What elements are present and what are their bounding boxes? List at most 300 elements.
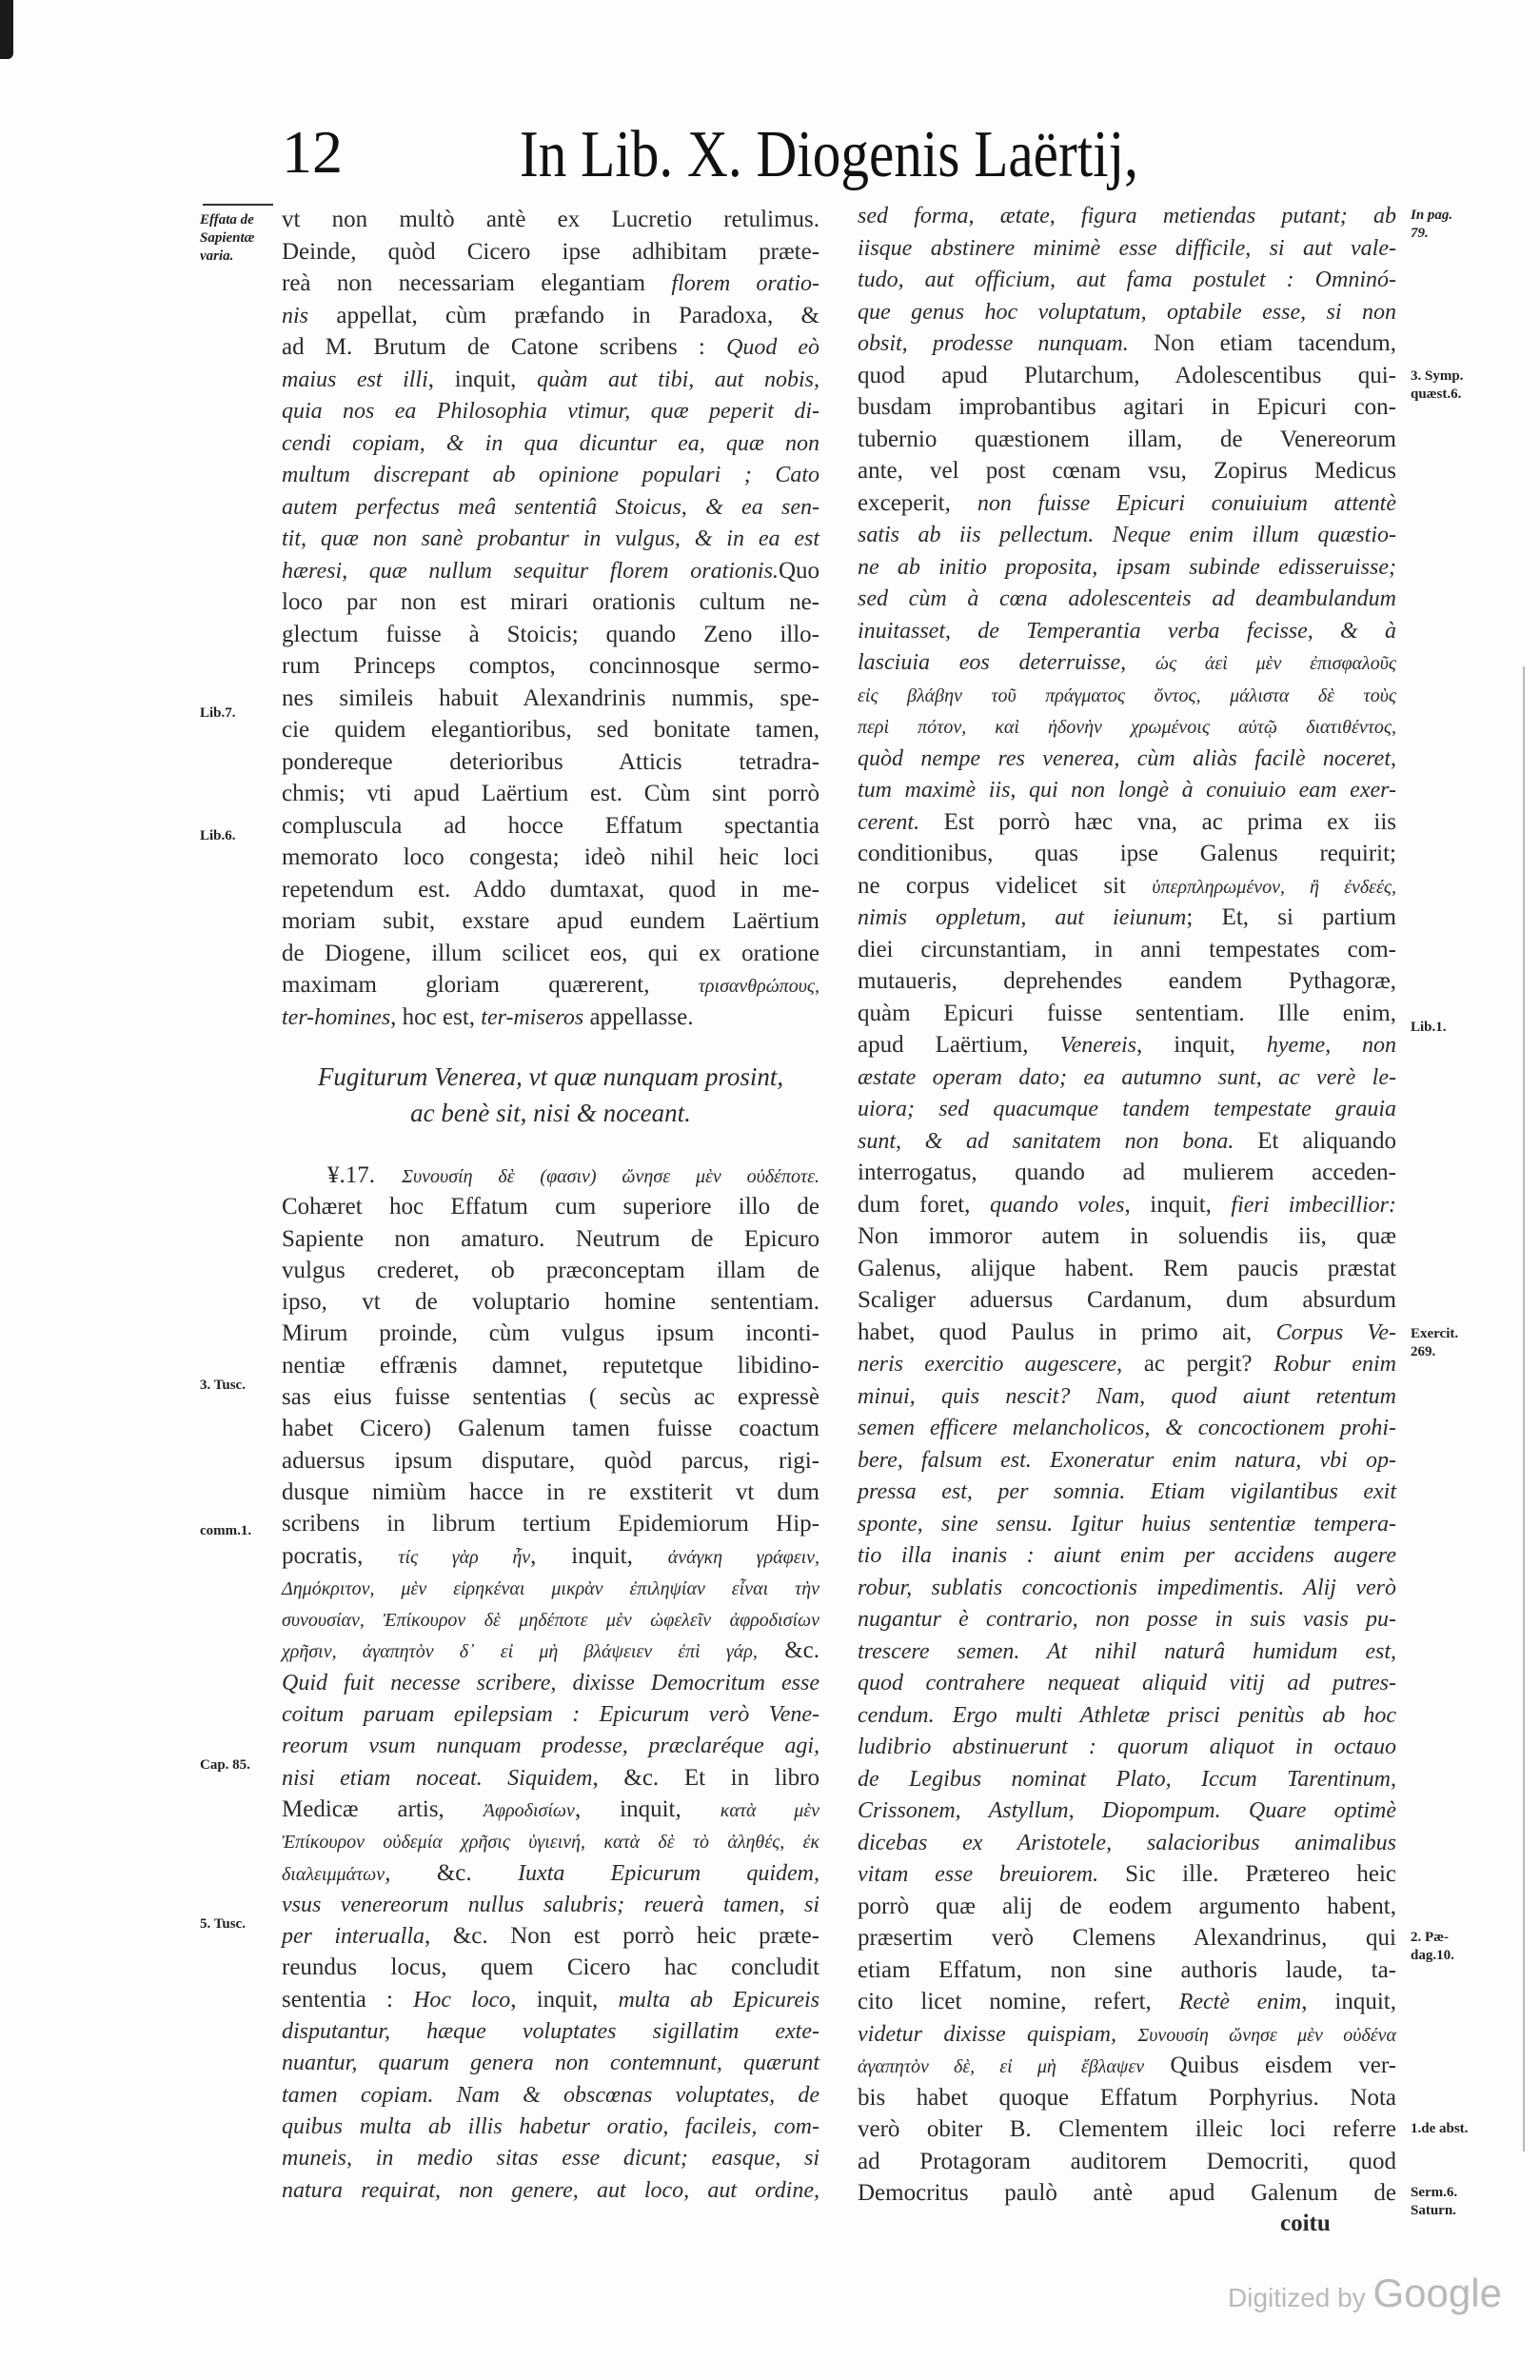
greek-text: χρῆσιν, ἀγαπητὸν δ᾽ εἰ μὴ βλάψειεν ἐπὶ γάρ, — [282, 1641, 758, 1663]
italic-text: coitum paruam epilepsiam : Epicurum verò Vene- — [282, 1702, 819, 1728]
margin-rule — [203, 204, 273, 206]
text-line — [282, 1445, 819, 1477]
text-line — [282, 1286, 819, 1318]
roman-text: compluscula ad hocce Effatum spectantia — [282, 812, 819, 839]
roman-text: Democritus paulò antè apud Galenum de — [858, 2180, 1396, 2206]
text-line — [858, 1253, 1396, 1285]
italic-text: tum maximè iis, qui non longè à conuiuio eam exer- — [858, 778, 1396, 803]
roman-text: appellasse. — [583, 1003, 694, 1030]
italic-text: nimis oppletum, aut ieiunum — [858, 905, 1187, 930]
italic-text: que genus hoc voluptatum, optabile esse, si non — [858, 299, 1396, 325]
text-line — [282, 810, 819, 843]
italic-text: natura requirat, non genere, aut loco, aut ordine, — [282, 2177, 819, 2203]
italic-text: disputantur, hæque voluptates sigillatim exte- — [282, 2019, 819, 2045]
margin-note-line: Lib.6. — [200, 828, 236, 843]
roman-text: Est porrò hæc vna, ac prima ex iis — [919, 808, 1396, 835]
roman-text: cie quidem elegantioribus, sed bonitate tamen, — [282, 717, 819, 743]
roman-text: vulgus crederet, ob præconceptam illam de — [282, 1257, 819, 1283]
margin-note — [200, 1377, 246, 1395]
roman-text: aduersus ipsum disputare, quòd parcus, rigi- — [282, 1447, 819, 1474]
text-line — [858, 806, 1396, 839]
italic-text: pressa est, per somnia. Etiam vigilantibus exit — [858, 1479, 1396, 1504]
text-line — [282, 268, 819, 300]
greek-text: διαλειμμάτων — [282, 1863, 385, 1885]
italic-text: fieri imbecillior: — [1231, 1192, 1396, 1218]
roman-text: maximam gloriam quærerent, — [282, 972, 699, 998]
margin-note-line: Effata de — [200, 212, 254, 228]
roman-text: , ac pergit? — [1116, 1351, 1274, 1377]
text-line — [282, 1572, 819, 1603]
italic-text: sunt, & ad sanitatem non bona. — [858, 1128, 1234, 1154]
text-line — [858, 679, 1396, 711]
text-line — [282, 1477, 819, 1508]
margin-note-line: 269. — [1411, 1344, 1436, 1359]
italic-text: florem oratio- — [671, 271, 820, 296]
text-line — [282, 331, 819, 364]
text-line — [858, 934, 1396, 966]
roman-text: cito licet nomine, refert, — [858, 1989, 1179, 2014]
margin-note — [1411, 207, 1452, 243]
roman-text: Mirum proinde, cùm vulgus ipsum inconti- — [282, 1320, 819, 1347]
italic-text: hæresi, quæ nullum sequitur florem orationis. — [282, 558, 779, 584]
text-line — [282, 1825, 819, 1856]
italic-text: obsit, prodesse nunquam. — [858, 331, 1129, 356]
italic-text: multa ab Epicureis — [618, 1987, 819, 2013]
greek-text: συνουσίαν, Ἐπίκουρον δὲ μηδέποτε μὲν ὠφελεῖν ἀφροδισίων — [282, 1610, 819, 1632]
text-line — [858, 1125, 1396, 1158]
text-line — [282, 874, 819, 906]
roman-text: porrò quæ alij de eodem argumento habent, — [858, 1893, 1396, 1919]
text-line — [282, 1762, 819, 1794]
italic-text: uiora; sed quacumque tandem tempestate grauia — [858, 1097, 1396, 1121]
margin-note-line: quæst.6. — [1411, 387, 1462, 402]
italic-text: autem perfectus meâ sententiâ Stoicus, & ea sen- — [282, 494, 819, 520]
text-line — [282, 1255, 819, 1286]
text-line — [282, 1730, 819, 1761]
roman-text: , inquit, — [510, 1986, 619, 2013]
italic-text: trescere semen. At nihil naturâ humidum est, — [858, 1638, 1396, 1664]
roman-text: quod apud Plutarchum, Adolescentibus qui- — [858, 362, 1396, 388]
italic-text: dicebas ex Aristotele, salacioribus animalibus — [858, 1830, 1396, 1855]
text-line — [858, 1572, 1396, 1604]
margin-note — [1411, 2120, 1468, 2138]
text-line — [282, 1857, 819, 1889]
greek-text: Δημόκριτον, μὲν εἰρηκέναι μικρὰν ἐπιληψίαν εἶναι τὴν — [282, 1577, 819, 1599]
italic-text: satis ab iis pellectum. Neque enim illum quæstio- — [858, 523, 1396, 547]
roman-text: reà non necessariam elegantiam — [282, 270, 672, 296]
text-line — [858, 1348, 1396, 1380]
italic-text: quibus multa ab illis habetur oratio, facileis, com- — [282, 2113, 819, 2139]
margin-note-line: 3. Tusc. — [200, 1378, 246, 1393]
roman-text: dusque nimiùm hacce in re exstiterit vt dum — [282, 1478, 819, 1505]
margin-note — [200, 211, 255, 266]
greek-text: ἀγαπητὸν δὲ, εἰ μὴ ἔβλαψεν — [858, 2056, 1145, 2077]
italic-text: multum discrepant ab opinione populari ; Cato — [282, 463, 819, 487]
text-line — [282, 619, 819, 651]
roman-text: Medicæ artis, — [282, 1795, 484, 1822]
text-line — [282, 778, 819, 810]
roman-text: loco par non est mirari orationis cultum ne- — [282, 589, 819, 615]
text-line — [858, 1093, 1396, 1125]
text-line — [282, 2174, 819, 2206]
italic-text: Corpus Ve- — [1275, 1319, 1396, 1345]
text-line — [858, 774, 1396, 806]
right-column — [858, 200, 1396, 2210]
text-line — [858, 646, 1396, 679]
roman-text: habet Cicero) Galenum tamen fuisse coactum — [282, 1416, 819, 1442]
margin-note — [200, 1756, 250, 1775]
left-column-part-2 — [282, 1160, 819, 2206]
roman-text: appellat, cùm præfando in Paradoxa, & — [308, 302, 819, 328]
text-line — [282, 1381, 819, 1413]
italic-text: ter-homines — [282, 1004, 391, 1030]
text-line — [282, 2047, 819, 2078]
italic-text: per interualla — [282, 1924, 424, 1950]
text-line — [282, 1952, 819, 1983]
margin-note-line: dag.10. — [1411, 1948, 1454, 1963]
roman-text: nes simileis habuit Alexandrinis nummis, spe- — [282, 684, 819, 711]
italic-text: tudo, aut officium, aut fama postulet : Omninó- — [858, 268, 1396, 292]
roman-text: de Diogene, illum scilicet eos, qui ex oratione — [282, 940, 819, 966]
roman-text: &c. — [757, 1637, 820, 1664]
roman-text: exceperit, — [858, 489, 977, 516]
greek-text: Ἀφροδισίων — [483, 1799, 575, 1821]
text-line — [282, 586, 819, 619]
italic-text: vsus venereorum nullus salubris; reuerà tamen, si — [282, 1892, 819, 1917]
margin-note-line: 2. Pæ- — [1411, 1930, 1449, 1945]
italic-text: cendi copiam, & in qua dicuntur ea, quæ non — [282, 430, 819, 456]
roman-text: conditionibus, quas ipse Galenus requirit; — [858, 841, 1396, 866]
italic-text: non fuisse Epicuri conuiuium attentè — [977, 490, 1396, 516]
text-line — [858, 2177, 1396, 2210]
roman-text: , inquit, — [574, 1795, 721, 1822]
text-line — [858, 232, 1396, 265]
text-line — [282, 1540, 819, 1572]
italic-text: quando voles — [989, 1192, 1125, 1218]
text-line — [282, 395, 819, 427]
roman-text: apud Laërtium, — [858, 1032, 1060, 1058]
text-line — [282, 459, 819, 491]
text-line — [858, 1539, 1396, 1572]
italic-text: ter-miseros — [481, 1004, 584, 1030]
italic-text: nuantur, quarum genera non contemnunt, quærunt — [282, 2051, 819, 2076]
italic-text: nisi etiam noceat. Siquidem — [282, 1765, 593, 1791]
text-line — [282, 1508, 819, 1539]
roman-text: ante, vel post cœnam vsu, Zopirus Medicus — [858, 458, 1396, 484]
roman-text: Quibus eisdem ver- — [1144, 2053, 1396, 2078]
digitized-by-google-watermark — [1228, 2271, 1502, 2316]
text-line — [858, 1699, 1396, 1732]
margin-note-line: Lib.7. — [200, 705, 236, 721]
roman-text: sententia : — [282, 1986, 414, 2013]
text-line — [858, 998, 1396, 1030]
roman-text: Sic ille. Prætereo heic — [1098, 1861, 1396, 1887]
roman-text: tubernio quæstionem illam, de Venereorum — [858, 426, 1396, 452]
text-line — [282, 1223, 819, 1255]
margin-note-line: 5. Tusc. — [200, 1916, 246, 1932]
margin-note-line: In pag. — [1411, 208, 1453, 223]
text-line — [282, 905, 819, 938]
margin-note-line: Lib.1. — [1411, 1020, 1447, 1035]
text-line — [282, 2079, 819, 2111]
roman-text: bis habet quoque Effatum Porphyrius. Nota — [858, 2084, 1396, 2111]
text-line — [858, 1636, 1396, 1668]
italic-text: tamen copiam. Nam & obscœnas voluptates, de — [282, 2082, 819, 2108]
text-line — [858, 1827, 1396, 1859]
text-line — [858, 2113, 1396, 2146]
text-line — [282, 1413, 819, 1444]
text-line — [858, 1891, 1396, 1923]
roman-text: dum foret, — [858, 1191, 990, 1218]
text-line — [282, 1889, 819, 1920]
text-line — [858, 838, 1396, 870]
greek-text: ὡς ἀεὶ μὲν ἐπισφαλοῦς — [1155, 653, 1397, 674]
italic-text: æstate operam dato; ea autumno sunt, ac verè le- — [858, 1064, 1396, 1090]
text-line — [282, 1002, 819, 1034]
running-title: In Lib. X. Diogenis Laërtij, — [520, 118, 1138, 191]
roman-text: ; Et, si partium — [1186, 904, 1396, 930]
text-line — [858, 327, 1396, 360]
watermark-prefix: Digitized by — [1228, 2283, 1373, 2312]
page-edge-line — [1523, 666, 1525, 2152]
roman-text: Galenus, alijque habent. Rem paucis præstat — [858, 1255, 1396, 1281]
section-heading-line-1: Fugiturum Venerea, vt quæ nunquam prosint, — [317, 1062, 784, 1091]
italic-text: Robur enim — [1273, 1352, 1397, 1377]
italic-text: quàm aut tibi, aut nobis, — [537, 367, 819, 392]
text-line — [858, 1476, 1396, 1508]
text-line — [282, 842, 819, 874]
text-line — [858, 264, 1396, 296]
italic-text: neris exercitio augescere — [858, 1352, 1117, 1377]
text-line — [858, 1157, 1396, 1189]
greek-text: περὶ πότον, καὶ ἡδονὴν χρωμένοις αὐτῷ διατιθέντος, — [858, 717, 1396, 738]
text-line — [858, 615, 1396, 647]
page-edge-mark — [0, 0, 13, 59]
roman-text: præsertim verò Clemens Alexandrinus, qui — [858, 1925, 1396, 1951]
text-line — [858, 2146, 1396, 2178]
italic-text: hyeme, non — [1266, 1033, 1396, 1058]
greek-text: εἰς βλάβην τοῦ πράγματος ὄντος, μάλιστα δὲ τοὺς — [858, 684, 1396, 706]
roman-text: repetendum est. Addo dumtaxat, quod in me- — [282, 876, 819, 902]
italic-text: Rectè enim — [1178, 1990, 1302, 2014]
text-line — [282, 364, 819, 396]
italic-text: Iuxta Epicurum quidem, — [518, 1860, 819, 1886]
roman-text: Non immoror autem in soluendis iis, quæ — [858, 1223, 1396, 1249]
italic-text: cendum. Ergo multi Athletæ prisci penitùs ab hoc — [858, 1702, 1396, 1728]
text-line — [858, 1795, 1396, 1827]
text-line — [282, 1698, 819, 1730]
roman-text: , &c. Et in libro — [592, 1764, 819, 1791]
margin-note — [1411, 367, 1463, 404]
text-line — [858, 1986, 1396, 2018]
text-line — [858, 360, 1396, 392]
text-line — [858, 870, 1396, 902]
roman-text: , hoc est, — [390, 1003, 482, 1030]
margin-note — [1411, 2184, 1457, 2220]
roman-text: verò obiter B. Clementem illeic loci referre — [858, 2116, 1396, 2142]
italic-text: inuitasset, de Temperantia verba fecisse, & à — [858, 618, 1396, 644]
roman-text: reundus locus, quem Cicero hac concludit — [282, 1954, 819, 1981]
text-line — [858, 583, 1396, 615]
margin-note — [200, 1522, 251, 1540]
roman-text: nentiæ effrænis damnet, reputetque libidino- — [282, 1352, 819, 1378]
text-line — [858, 1189, 1396, 1221]
text-line — [858, 1667, 1396, 1699]
text-line — [858, 487, 1396, 520]
roman-text: busdam improbantibus agitari in Epicuri con- — [858, 394, 1396, 420]
roman-text: diei circunstantiam, in anni tempestates com- — [858, 936, 1396, 962]
text-line — [282, 491, 819, 524]
text-line — [858, 1284, 1396, 1317]
italic-text: quod contrahere nequeat aliquid vitij ad putres- — [858, 1671, 1396, 1696]
italic-text: nis — [282, 303, 309, 328]
left-column-part-1 — [282, 204, 819, 1033]
text-line — [858, 1220, 1396, 1253]
text-line — [858, 1763, 1396, 1795]
italic-text: Crissonem, Astyllum, Diopompum. Quare optimè — [858, 1798, 1396, 1823]
roman-text: pocratis, — [282, 1542, 399, 1569]
text-line — [282, 1920, 819, 1952]
italic-text: Venereis — [1059, 1033, 1136, 1058]
catchword: coitu — [1280, 2211, 1331, 2236]
italic-text: quia nos ea Philosophia vtimur, quæ peperit di- — [282, 399, 819, 424]
italic-text: videtur dixisse quispiam, — [858, 2021, 1138, 2047]
text-line — [282, 236, 819, 268]
margin-note-line: Exercit. — [1411, 1326, 1459, 1341]
text-line — [282, 1603, 819, 1635]
italic-text: sponte, sine sensu. Igitur huius sententiæ tempera- — [858, 1511, 1396, 1537]
text-line — [858, 1061, 1396, 1094]
roman-text: , inquit, — [427, 366, 538, 392]
margin-note — [1411, 1325, 1458, 1361]
text-line — [858, 1317, 1396, 1349]
text-line — [858, 1858, 1396, 1891]
italic-text: de Legibus nominat Plato, Iccum Tarentinum, — [858, 1766, 1396, 1792]
roman-text: ipso, vt de voluptario homine sententiam. — [282, 1289, 819, 1316]
italic-text: maius est illi — [282, 367, 428, 392]
text-line — [858, 519, 1396, 551]
italic-text: tit, quæ non sanè probantur in vulgus, & in ea est — [282, 526, 819, 551]
italic-text: nugantur è contrario, non posse in suis vasis pu- — [858, 1607, 1396, 1632]
text-line — [282, 2111, 819, 2142]
roman-text: mutaueris, deprehendes eandem Pythagoræ, — [858, 968, 1396, 994]
text-line — [282, 938, 819, 970]
margin-note-line: Cap. 85. — [200, 1757, 250, 1773]
text-line — [282, 969, 819, 1002]
margin-note-line: Sapientæ — [200, 230, 255, 246]
page-number: 12 — [282, 118, 343, 186]
roman-text: ad Protagoram auditorem Democriti, quod — [858, 2148, 1396, 2174]
margin-note-line: Saturn. — [1411, 2203, 1456, 2218]
text-line — [282, 523, 819, 555]
text-line — [858, 2082, 1396, 2114]
text-line — [282, 714, 819, 746]
text-line — [282, 1635, 819, 1666]
greek-text: τρισανθρώπους, — [698, 976, 819, 997]
text-line — [282, 2142, 819, 2173]
roman-text: , &c. — [385, 1859, 519, 1886]
text-line — [282, 1794, 819, 1825]
margin-note — [1411, 1019, 1447, 1037]
italic-text: minui, quis nescit? Nam, quod aiunt retentum — [858, 1383, 1396, 1409]
text-line — [282, 1350, 819, 1381]
italic-text: reorum vsum nunquam prodesse, præclaréque agi, — [282, 1734, 819, 1759]
roman-text: Sapiente non amaturo. Neutrum de Epicuro — [282, 1225, 819, 1252]
text-line — [858, 2018, 1396, 2051]
margin-note — [200, 827, 236, 845]
text-line — [858, 551, 1396, 584]
roman-text: etiam Effatum, non sine authoris laude, ta- — [858, 1956, 1396, 1983]
margin-note — [200, 1915, 246, 1934]
italic-text: semen efficere melancholicos, & concoctionem prohi- — [858, 1416, 1396, 1440]
text-line — [858, 2050, 1396, 2082]
roman-text: , &c. Non est porrò heic præte- — [424, 1923, 820, 1950]
roman-text: , inquit, — [1301, 1989, 1396, 2014]
text-line — [858, 1412, 1396, 1444]
italic-text: Quid fuit necesse scribere, dixisse Democritum esse — [282, 1670, 819, 1696]
text-line — [282, 555, 819, 587]
text-line — [858, 1731, 1396, 1763]
roman-text: , inquit, — [1135, 1032, 1267, 1058]
text-line — [858, 1954, 1396, 1987]
italic-text: lasciuia eos deterruisse, — [858, 650, 1155, 675]
margin-note-line: comm.1. — [200, 1523, 252, 1538]
roman-text: sas eius fuisse sententias ( secùs ac expressè — [282, 1384, 819, 1411]
text-line — [282, 1984, 819, 2015]
roman-text: , inquit, — [530, 1542, 668, 1569]
greek-text: κατὰ μὲν — [720, 1799, 819, 1821]
margin-note-line: 1.de abst. — [1411, 2121, 1469, 2136]
text-line — [858, 1603, 1396, 1636]
roman-text: Deinde, quòd Cicero ipse adhibitam præte- — [282, 238, 819, 265]
greek-text: Συνουσίη ὤνησε μὲν οὐδένα — [1137, 2024, 1397, 2046]
text-line — [282, 1667, 819, 1698]
roman-text: moriam subit, exstare apud eundem Laërtium — [282, 908, 819, 934]
italic-text: Quod eò — [726, 335, 820, 360]
text-line — [858, 710, 1396, 743]
text-line — [858, 424, 1396, 456]
roman-text: quàm Epicuri fuisse sententiam. Ille enim, — [858, 1000, 1396, 1026]
margin-note-line: 79. — [1411, 226, 1429, 241]
text-line — [282, 1318, 819, 1349]
italic-text: sed forma, ætate, figura metiendas putant; ab — [858, 204, 1396, 228]
roman-text: ad M. Brutum de Catone scribens : — [282, 334, 727, 360]
roman-text: ¥.17. — [327, 1162, 403, 1188]
text-line — [282, 746, 819, 779]
roman-text: pondereque deterioribus Atticis tetradra- — [282, 748, 819, 775]
roman-text: Cohæret hoc Effatum cum superiore illo de — [282, 1194, 819, 1220]
roman-text: Non etiam tacendum, — [1128, 330, 1396, 356]
greek-text: τίς γὰρ ἦν — [398, 1546, 531, 1568]
italic-text: ludibrio abstinuerunt : quorum aliquot in octauo — [858, 1735, 1396, 1759]
text-line — [858, 902, 1396, 934]
text-line — [858, 1508, 1396, 1540]
roman-text: habet, quod Paulus in primo ait, — [858, 1319, 1276, 1345]
text-line — [858, 1922, 1396, 1954]
greek-text: ὑπερπληρωμένον, ἢ ἐνδεές, — [1152, 876, 1396, 898]
italic-text: sed cùm à cœna adolescenteis ad deambulandum — [858, 586, 1396, 611]
roman-text: Et aliquando — [1234, 1127, 1396, 1154]
roman-text: memorato loco congesta; ideò nihil heic loci — [282, 844, 819, 870]
roman-text: interrogatus, quando ad mulierem acceden- — [858, 1160, 1396, 1185]
greek-text: Συνουσίη δὲ (φασιν) ὤνησε μὲν οὐδέποτε. — [402, 1166, 819, 1187]
text-line — [858, 200, 1396, 232]
roman-text: vt non multò antè ex Lucretio retulimus. — [282, 207, 819, 232]
text-line — [858, 296, 1396, 328]
roman-text: Quo — [778, 557, 819, 584]
italic-text: tio illa inanis : aiunt enim per accidens augere — [858, 1543, 1396, 1568]
italic-text: bere, falsum est. Exoneratur enim natura, vbi op- — [858, 1447, 1396, 1473]
